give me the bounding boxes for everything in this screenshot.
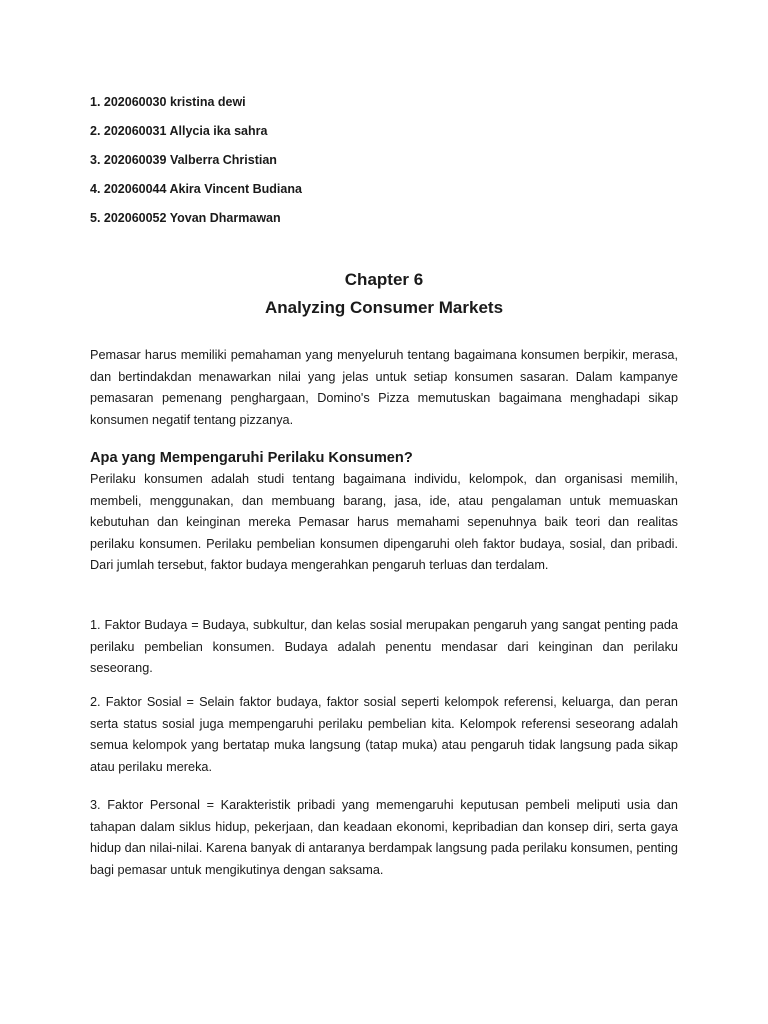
paragraph-faktor-budaya: 1. Faktor Budaya = Budaya, subkultur, dan kelas sosial merupakan pengaruh yang sangat penting pada perilaku pembelian konsumen. Budaya adalah penentu mendasar dari keinginan dan perilaku seseorang. — [90, 618, 678, 675]
paragraph-faktor-sosial: 2. Faktor Sosial = Selain faktor budaya, faktor sosial seperti kelompok referensi, keluarga, dan peran serta status sosial juga mempengaruhi perilaku pembelian kita. Kelompok referensi seseorang adalah semua kelompok yang bertatap muka langsung (tatap muka) atau pengaruh tidak langsung pada sikap atau perilaku mereka. — [90, 695, 678, 774]
member-list — [90, 93, 302, 238]
member-item: 2. 202060031 Allycia ika sahra — [90, 124, 268, 138]
member-item: 1. 202060030 kristina dewi — [90, 95, 246, 109]
intro-paragraph: Pemasar harus memiliki pemahaman yang menyeluruh tentang bagaimana konsumen berpikir, merasa, dan bertindakdan menawarkan nilai yang jelas untuk setiap konsumen sasaran. Dalam kampanye pemasaran pemenang penghargaan, Domino's Pizza memutuskan bagaimana menghadapi sikap konsumen negatif tentang pizzanya. — [90, 348, 678, 427]
paragraph-faktor-personal: 3. Faktor Personal = Karakteristik pribadi yang memengaruhi keputusan pembeli meliputi usia dan tahapan dalam siklus hidup, pekerjaan, dan keadaan ekonomi, kepribadian dan konsep diri, serta gaya hidup dan nilai-nilai. Karena banyak di antaranya berdampak langsung pada perilaku konsumen, penting bagi pemasar untuk mengikutinya dengan saksama. — [90, 798, 678, 877]
chapter-title: Analyzing Consumer Markets — [264, 298, 504, 317]
member-item: 3. 202060039 Valberra Christian — [90, 153, 277, 167]
section-heading: Apa yang Mempengaruhi Perilaku Konsumen? — [90, 450, 413, 466]
chapter-number: Chapter 6 — [344, 270, 424, 289]
member-item: 5. 202060052 Yovan Dharmawan — [90, 211, 281, 225]
member-item: 4. 202060044 Akira Vincent Budiana — [90, 182, 302, 196]
paragraph-perilaku-konsumen: Perilaku konsumen adalah studi tentang bagaimana individu, kelompok, dan organisasi memilih, membeli, menggunakan, dan membuang barang, jasa, ide, atau pengalaman untuk memuaskan kebutuhan dan keinginan mereka Pemasar harus memahami sepenuhnya baik teori dan realitas perilaku konsumen. Perilaku pembelian konsumen dipengaruhi oleh faktor budaya, sosial, dan pribadi. Dari jumlah tersebut, faktor budaya mengerahkan pengaruh terluas dan terdalam. — [90, 472, 678, 572]
